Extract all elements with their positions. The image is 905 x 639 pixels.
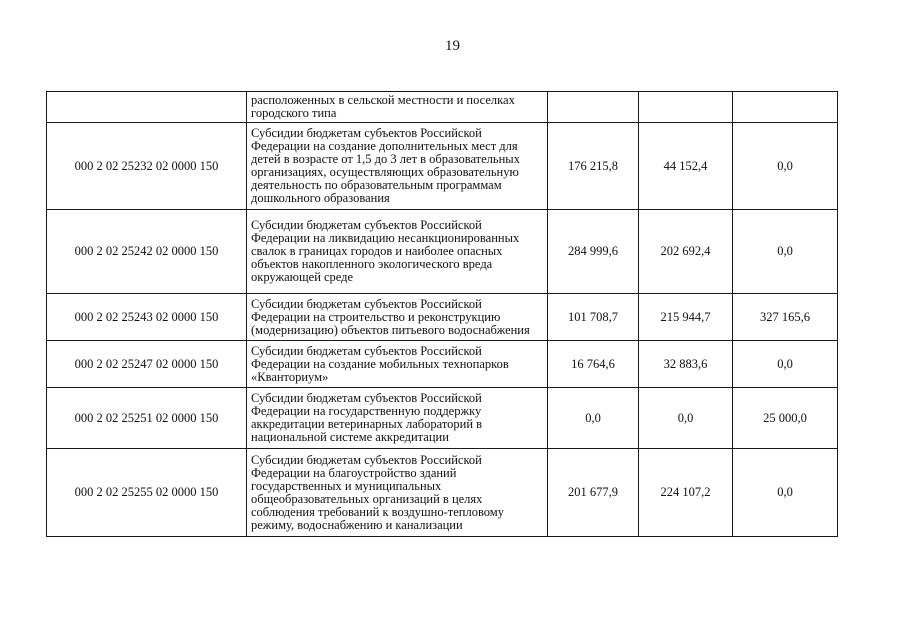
value-cell-2: 224 107,2: [639, 449, 733, 537]
value-cell-2: 215 944,7: [639, 294, 733, 341]
table-row: [47, 294, 838, 341]
budget-code-cell: [47, 92, 247, 123]
description-cell: Субсидии бюджетам субъектов Российской Федерации на создание дополнительных мест для детей в возрасте от 1,5 до 3 лет в образовательных организациях, осуществляющих образовательную деятельность по образовательным программам дошкольного образования: [247, 123, 548, 210]
budget-code-cell: 000 2 02 25251 02 0000 150: [47, 388, 247, 449]
value-cell-3: 327 165,6: [733, 294, 838, 341]
value-cell-2: 32 883,6: [639, 341, 733, 388]
value-cell-1: 176 215,8: [548, 123, 639, 210]
budget-code-cell: 000 2 02 25247 02 0000 150: [47, 341, 247, 388]
description-cell: Субсидии бюджетам субъектов Российской Федерации на благоустройство зданий государственных и муниципальных общеобразовательных организаций в целях соблюдения требований к воздушно-тепловому режиму, водоснабжению и канализации: [247, 449, 548, 537]
value-cell-3: 0,0: [733, 341, 838, 388]
description-cell: Субсидии бюджетам субъектов Российской Федерации на строительство и реконструкцию (модернизацию) объектов питьевого водоснабжения: [247, 294, 548, 341]
value-cell-3: 0,0: [733, 123, 838, 210]
value-cell-3: [733, 92, 838, 123]
value-cell-3: 0,0: [733, 210, 838, 294]
description-cell: Субсидии бюджетам субъектов Российской Федерации на ликвидацию несанкционированных свалок в границах городов и наиболее опасных объектов накопленного экологического вреда окружающей среде: [247, 210, 548, 294]
page-number: 19: [445, 38, 460, 54]
table-row: [47, 449, 838, 537]
value-cell-3: 0,0: [733, 449, 838, 537]
value-cell-1: [548, 92, 639, 123]
description-cell: Субсидии бюджетам субъектов Российской Федерации на создание мобильных технопарков «Кванториум»: [247, 341, 548, 388]
budget-code-cell: 000 2 02 25243 02 0000 150: [47, 294, 247, 341]
value-cell-1: 16 764,6: [548, 341, 639, 388]
value-cell-3: 25 000,0: [733, 388, 838, 449]
value-cell-1: 101 708,7: [548, 294, 639, 341]
table-row: [47, 92, 838, 123]
table-row: [47, 210, 838, 294]
description-cell: Субсидии бюджетам субъектов Российской Федерации на государственную поддержку аккредитации ветеринарных лабораторий в национальной системе аккредитации: [247, 388, 548, 449]
value-cell-1: 284 999,6: [548, 210, 639, 294]
budget-code-cell: 000 2 02 25232 02 0000 150: [47, 123, 247, 210]
budget-code-cell: 000 2 02 25255 02 0000 150: [47, 449, 247, 537]
table-row: [47, 123, 838, 210]
value-cell-1: 201 677,9: [548, 449, 639, 537]
table-row: [47, 388, 838, 449]
description-cell: расположенных в сельской местности и поселках городского типа: [247, 92, 548, 123]
budget-code-cell: 000 2 02 25242 02 0000 150: [47, 210, 247, 294]
value-cell-2: 0,0: [639, 388, 733, 449]
table-row: [47, 341, 838, 388]
value-cell-2: 202 692,4: [639, 210, 733, 294]
value-cell-2: 44 152,4: [639, 123, 733, 210]
value-cell-1: 0,0: [548, 388, 639, 449]
value-cell-2: [639, 92, 733, 123]
budget-table: [46, 91, 838, 537]
